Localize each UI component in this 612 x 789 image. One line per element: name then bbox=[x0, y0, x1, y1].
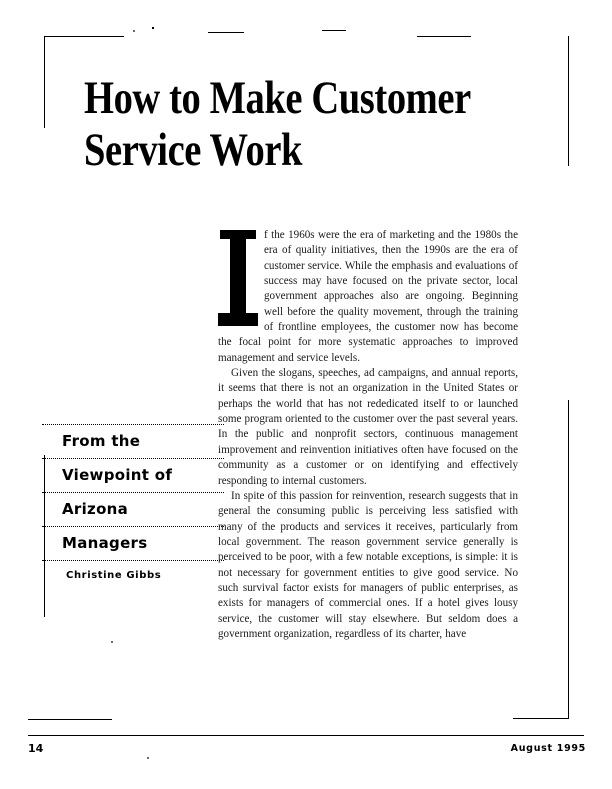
scan-artifact bbox=[111, 641, 113, 643]
article-paragraph-1: f the 1960s were the era of marketing and the 1980s the era of quality initiatives, then the 1990s are the era of customer service. While the emphasis and evaluations of success may have focused on the private sector, local government approaches also are ongoing. Beginning well before the quality movement, through the training of frontline employees, the customer now has become the focal point for more systematic approaches to improved management and service levels. bbox=[218, 229, 518, 364]
page-title-line-1: How to Make Customer bbox=[84, 72, 471, 124]
page-number: 14 bbox=[28, 742, 44, 755]
sidebar-line-from-the: From the bbox=[62, 432, 141, 450]
footer-divider bbox=[28, 735, 584, 736]
sidebar-line-managers: Managers bbox=[62, 534, 148, 552]
sidebar-line-arizona: Arizona bbox=[62, 500, 129, 518]
registration-tick-top-c bbox=[322, 30, 346, 31]
article-body-column bbox=[218, 228, 518, 642]
registration-tick-top-a bbox=[152, 27, 154, 29]
drop-cap-letter-i bbox=[218, 230, 258, 326]
sidebar-standfirst bbox=[42, 424, 224, 583]
sidebar-line-viewpoint-of: Viewpoint of bbox=[62, 466, 173, 484]
page-title bbox=[84, 72, 514, 176]
page-title-line-2: Service Work bbox=[84, 124, 303, 176]
article-paragraph-2: Given the slogans, speeches, ad campaigns, and annual reports, it seems that there is not an organization in the United States or perhaps the world that has not rededicated itself to or launched some program oriented to the customer over the past several years. In the public and nonprofit sectors, continuous management improvement and reinvention initiatives often have focused on the community as a customer or on identifying and effectively responding to internal customers. bbox=[218, 367, 518, 487]
scan-artifact bbox=[147, 757, 149, 759]
article-paragraph-3: In spite of this passion for reinvention, research suggests that in general the consuming public is perceiving less satisfied with many of the products and services it receives, particularly from local government. The reason government service generally is perceived to be poor, with a few notable exceptions, is simple: it is not necessary for government entities to give good service. No such survival factor exists for managers of public enterprises, as exists for managers of commercial ones. If a hotel gives lousy service, the customer will stay elsewhere. But seldom does a government organization, regardless of its charter, have bbox=[218, 489, 518, 640]
scan-artifact bbox=[133, 30, 135, 32]
issue-date: August 1995 bbox=[510, 743, 586, 754]
author-byline: Christine Gibbs bbox=[66, 570, 162, 581]
registration-tick-top-b bbox=[208, 32, 244, 33]
